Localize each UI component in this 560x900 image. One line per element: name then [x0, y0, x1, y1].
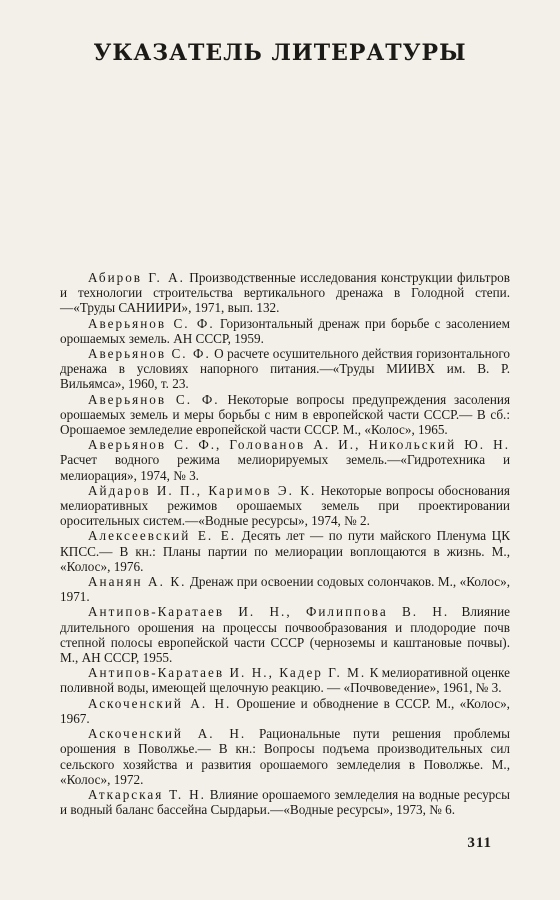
reference-entry	[60, 665, 510, 695]
reference-author: Аверьянов С. Ф., Голованов А. И., Никольский Ю. Н.	[88, 437, 510, 453]
reference-entry	[60, 726, 510, 787]
reference-text: Орошение и обводнение в СССР. М., «Колос», 1967.	[60, 695, 510, 726]
reference-text: Производственные исследования конструкции фильтров и технологии строительства вертикального дренажа в Голодной степи.—«Труды САНИИРИ», 1971, вып. 132.	[60, 270, 510, 316]
reference-author: Аткарская Т. Н.	[88, 786, 206, 802]
page-title: УКАЗАТЕЛЬ ЛИТЕРАТУРЫ	[93, 40, 467, 66]
reference-text: Влияние длительного орошения на процессы почвообразования и плодородие почв степной полосы европейской части СССР (черноземы и каштановые почвы). М., АН СССР, 1955.	[60, 604, 510, 666]
page-number: 311	[467, 835, 492, 851]
reference-entry	[60, 604, 510, 665]
reference-author: Алексеевский Е. Е.	[88, 528, 237, 544]
reference-author: Аскоченский А. Н.	[88, 726, 247, 742]
reference-author: Аскоченский А. Н.	[88, 695, 232, 711]
reference-entry	[60, 787, 510, 817]
reference-entry	[60, 270, 510, 316]
reference-author: Антипов-Каратаев И. Н., Кадер Г. М.	[88, 665, 367, 681]
reference-author: Айдаров И. П., Каримов Э. К.	[88, 482, 317, 498]
reference-author: Абиров Г. А.	[88, 270, 185, 285]
reference-entry	[60, 696, 510, 726]
reference-entry	[60, 316, 510, 346]
reference-text: О расчете осушительного действия горизонтального дренажа в условиях напорного питания.—«Труды МИИВХ им. В. Р. Вильямса», 1960, т. 23.	[60, 346, 510, 392]
reference-text: Расчет водного режима мелиорируемых земель.—«Гидротехника и мелиорация», 1974, № 3.	[60, 452, 510, 483]
reference-entry	[60, 574, 510, 604]
reference-entry	[60, 392, 510, 438]
reference-text: Десять лет — по пути майского Пленума ЦК КПСС.— В кн.: Планы партии по мелиорации воплощаются в жизнь. М., «Колос», 1976.	[60, 528, 510, 574]
reference-list	[60, 270, 510, 817]
reference-text: Некоторые вопросы предупреждения засоления орошаемых земель и меры борьбы с ним в европейской части СССР.— В сб.: Орошаемое земледелие европейской части СССР. М., «Колос», 1965.	[60, 391, 511, 438]
reference-entry	[60, 528, 510, 574]
reference-entry	[60, 346, 510, 392]
reference-text: Некоторые вопросы обоснования мелиоративных режимов орошаемых земель при проектировании оросительных систем.—«Водные ресурсы», 1974, № 2.	[60, 482, 510, 529]
reference-text: К мелиоративной оценке поливной воды, имеющей щелочную реакцию. — «Почвоведение», 1961, № 3.	[60, 665, 510, 696]
reference-author: Аверьянов С. Ф.	[88, 391, 220, 407]
reference-author: Ананян А. К.	[88, 574, 187, 590]
reference-text: Влияние орошаемого земледелия на водные ресурсы и водный баланс бассейна Сырдарьи.—«Водные ресурсы», 1973, № 6.	[60, 786, 510, 818]
reference-text: Рациональные пути решения проблемы орошения в Поволжье.— В кн.: Вопросы подъема производительных сил сельского хозяйства и развития орошаемого земледелия в Поволжье. М., «Колос», 1972.	[60, 726, 510, 787]
reference-text: Горизонтальный дренаж при борьбе с засолением орошаемых земель. АН СССР, 1959.	[60, 315, 510, 346]
reference-entry	[60, 437, 510, 483]
reference-author: Аверьянов С. Ф.	[88, 346, 211, 362]
reference-author: Антипов-Каратаев И. Н., Филиппова В. Н.	[88, 604, 450, 620]
reference-text: Дренаж при освоении содовых солончаков. М., «Колос», 1971.	[60, 574, 511, 605]
reference-author: Аверьянов С. Ф.	[88, 315, 215, 331]
reference-entry	[60, 483, 510, 529]
